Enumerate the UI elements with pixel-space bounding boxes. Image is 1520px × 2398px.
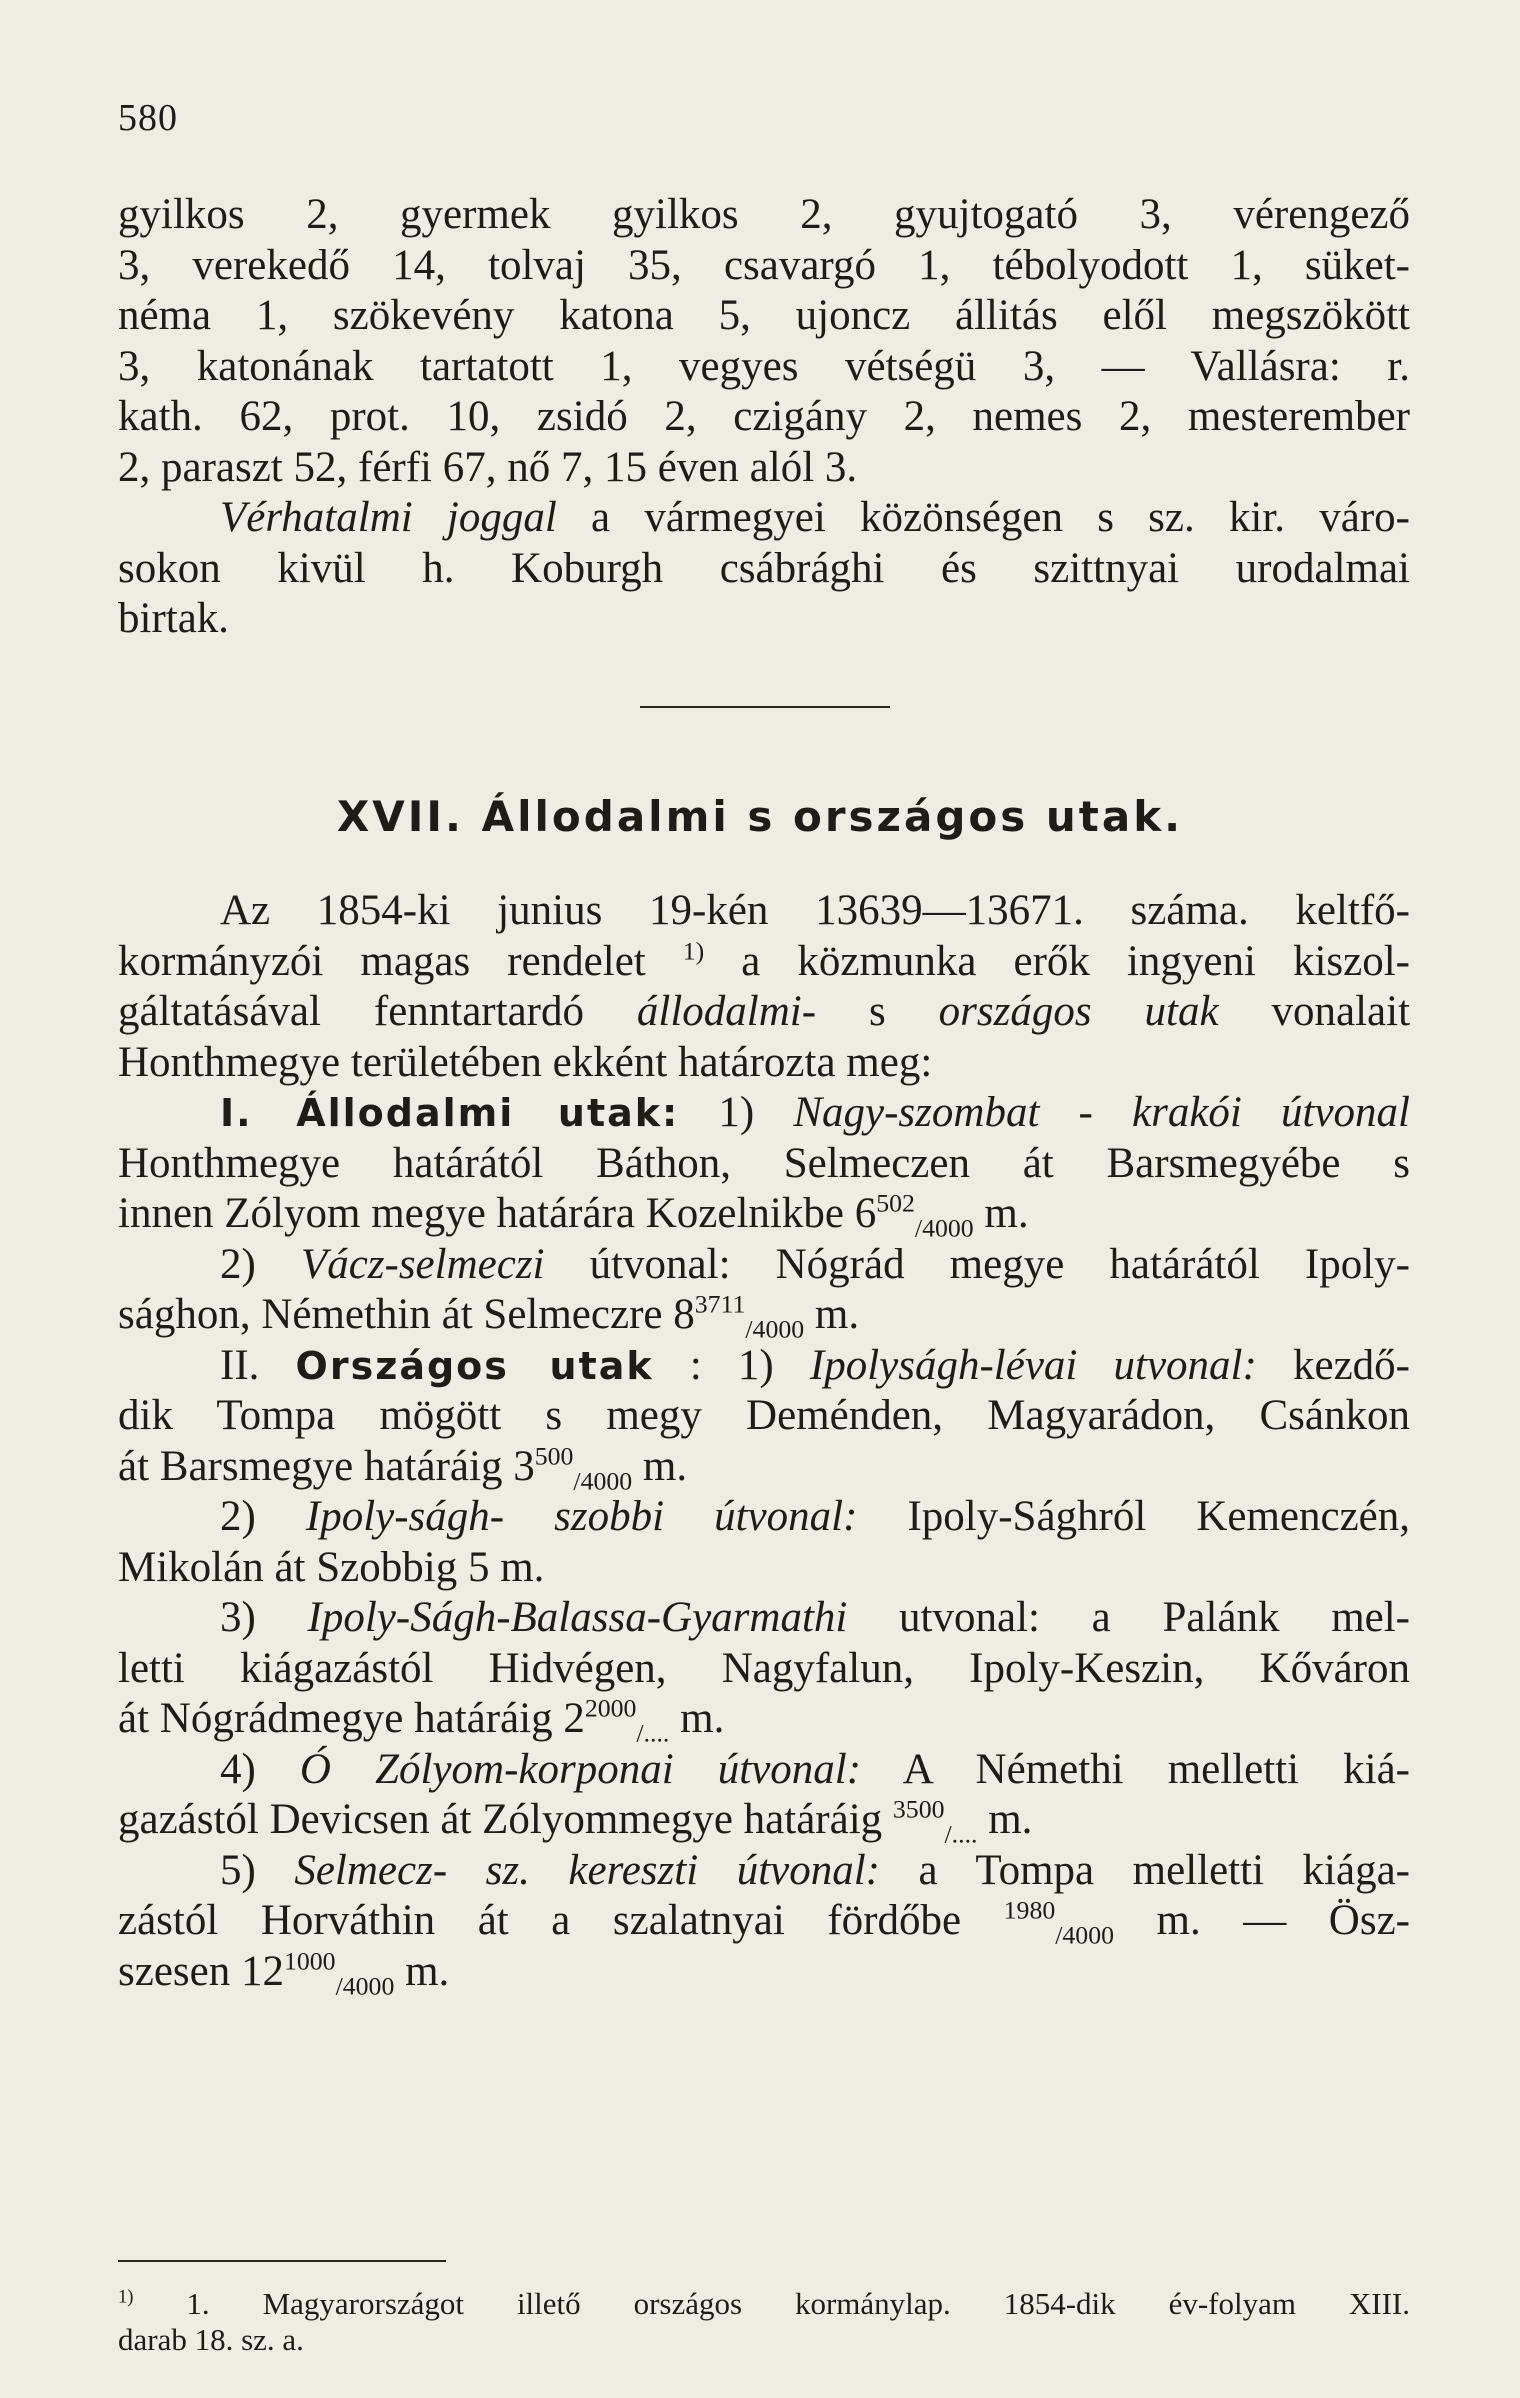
text-line xyxy=(118,1895,1410,1950)
route-name: Nagy-szombat - krakói útvonal xyxy=(793,1089,1410,1136)
text-run: m. xyxy=(669,1695,725,1742)
text-run: 2) xyxy=(220,1240,301,1288)
text-run: sághon, Némethin át Selmeczre 8 xyxy=(118,1291,695,1338)
text-line: kath. 62, prot. 10, zsidó 2, czigány 2, nemes 2, mesterember xyxy=(118,393,1410,440)
text-line xyxy=(118,1946,1410,2001)
text-line xyxy=(118,937,1410,988)
footnote xyxy=(118,2286,1410,2358)
text-run: A Némethi melletti kiá- xyxy=(861,1745,1410,1793)
text-line xyxy=(118,1240,1410,1291)
paragraph-statistics xyxy=(118,190,1410,645)
text-line xyxy=(118,1846,1410,1897)
text-run: II. xyxy=(220,1341,296,1389)
fraction-denominator: /4000 xyxy=(1055,1920,1114,1950)
paragraph-roads xyxy=(118,886,1411,2001)
fraction-numerator: 3500 xyxy=(892,1794,945,1824)
text-run: a közmunka erők ingyeni kiszol- xyxy=(704,937,1410,985)
route-name: Vácz-selmeczi xyxy=(300,1240,545,1288)
footnote-divider xyxy=(118,2260,446,2262)
text-run: s xyxy=(816,988,939,1035)
fraction-denominator: /4000 xyxy=(914,1213,974,1243)
text-line: letti kiágazástól Hidvégen, Nagyfalun, Ipoly-Keszin, Kőváron xyxy=(118,1644,1410,1692)
footnote-line xyxy=(118,2286,1410,2322)
fraction-numerator: 2000 xyxy=(584,1693,637,1723)
footnote-mark: 1) xyxy=(118,2286,134,2308)
text-line xyxy=(118,1441,1410,1496)
text-line: sokon kivül h. Koburgh csábrághi és szittnyai urodalmai xyxy=(118,544,1410,592)
text-line: Honthmegye területében ekként határozta meg: xyxy=(118,1038,933,1086)
fraction-numerator: 502 xyxy=(876,1188,915,1218)
section-heading: XVII. Állodalmi s országos utak. xyxy=(336,792,1184,841)
text-run: 5) xyxy=(220,1846,295,1894)
text-run: m. xyxy=(394,1947,450,1995)
fraction-numerator: 3711 xyxy=(694,1289,746,1319)
text-line: Honthmegye határától Báthon, Selmeczen át Barsmegyébe s xyxy=(118,1139,1410,1187)
text-run: vonalait xyxy=(1218,988,1411,1035)
text-line xyxy=(118,1693,1410,1748)
text-run: utvonal: a Palánk mel- xyxy=(847,1594,1410,1641)
footnote-line: darab 18. sz. a. xyxy=(118,2322,304,2357)
text-run: gazástól Devicsen át Zólyommegye határáig xyxy=(118,1796,893,1843)
italic-term: Vérhatalmi joggal xyxy=(220,494,557,541)
italic-term: állodalmi- xyxy=(636,988,817,1035)
text-line: gyilkos 2, gyermek gyilkos 2, gyujtogató 3, vérengező xyxy=(118,191,1410,238)
text-line: néma 1, szökevény katona 5, ujoncz állitás elől megszökött xyxy=(118,292,1410,339)
text-line xyxy=(118,1745,1410,1796)
text-run: kezdő- xyxy=(1256,1341,1410,1389)
text-run: szesen 12 xyxy=(118,1947,284,1995)
text-line: 3, verekedő 14, tolvaj 35, csavargó 1, tébolyodott 1, süket- xyxy=(118,241,1410,289)
text-line xyxy=(118,493,1410,544)
text-line xyxy=(118,1794,1410,1849)
section-divider xyxy=(640,706,890,708)
text-line xyxy=(118,1492,1410,1543)
footnote-ref: 1) xyxy=(682,936,705,966)
fraction-denominator: /4000 xyxy=(335,1971,395,2001)
text-run: m. xyxy=(977,1796,1033,1843)
route-name: Ó Zólyom-korponai útvonal: xyxy=(299,1745,862,1793)
text-run: 3) xyxy=(220,1594,308,1641)
text-run: a vármegyei közönségen s sz. kir. váro- xyxy=(556,494,1410,541)
text-line: dik Tompa mögött s megy Deménden, Magyarádon, Csánkon xyxy=(118,1392,1410,1439)
text-run: útvonal: Nógrád megye határától Ipoly- xyxy=(544,1240,1410,1288)
text-run: gáltatásával fenntartardó xyxy=(118,988,637,1035)
route-name: Ipoly-Ságh-Balassa-Gyarmathi xyxy=(307,1594,848,1641)
text-run: át Nógrádmegye határáig 2 xyxy=(118,1695,585,1742)
fraction-denominator: /4000 xyxy=(573,1466,633,1496)
text-run: Ipoly-Sághról Kemenczén, xyxy=(857,1493,1411,1540)
fraction-numerator: 1980 xyxy=(1003,1895,1056,1925)
text-run: m. xyxy=(973,1190,1029,1237)
fraction-denominator: /4000 xyxy=(745,1314,805,1344)
text-line xyxy=(118,1341,1410,1392)
fraction-numerator: 1000 xyxy=(283,1946,336,1976)
text-line: Az 1854-ki junius 19-kén 13639—13671. száma. keltfő- xyxy=(220,887,1410,934)
subsection-label: Országos utak xyxy=(295,1343,654,1388)
route-name: Ipoly-ságh- szobbi útvonal: xyxy=(305,1493,858,1540)
text-line: birtak. xyxy=(118,595,230,642)
text-run: zástól Horváthin át a szalatnyai fördőbe xyxy=(118,1897,1004,1944)
route-name: Ipolyságh-lévai utvonal: xyxy=(809,1341,1257,1389)
text-run: : 1) xyxy=(653,1341,810,1389)
text-run: innen Zólyom megye határára Kozelnikbe 6 xyxy=(118,1190,877,1237)
text-line: 3, katonának tartatott 1, vegyes vétségü 3, — Vallásra: r. xyxy=(118,342,1410,390)
italic-term: országos utak xyxy=(938,988,1219,1035)
text-run: kormányzói magas rendelet xyxy=(118,937,683,985)
text-run: 4) xyxy=(220,1745,300,1793)
text-line: Mikolán át Szobbig 5 m. xyxy=(118,1543,545,1591)
subsection-label: I. Állodalmi utak: xyxy=(220,1091,680,1135)
text-run: 1) xyxy=(679,1089,794,1136)
text-line xyxy=(118,1188,1410,1243)
text-line xyxy=(118,1593,1410,1644)
text-line xyxy=(118,987,1410,1038)
text-line: 2, paraszt 52, férfi 67, nő 7, 15 éven alól 3. xyxy=(118,443,858,491)
text-run: át Barsmegye határáig 3 xyxy=(118,1442,535,1490)
text-run: a Tompa melletti kiága- xyxy=(880,1846,1410,1894)
route-name: Selmecz- sz. kereszti útvonal: xyxy=(294,1846,880,1894)
text-run: m. — Ösz- xyxy=(1114,1897,1410,1944)
fraction-numerator: 500 xyxy=(534,1441,574,1471)
text-run: m. xyxy=(804,1291,860,1338)
text-run: 1. Magyarországot illető országos kormánylap. 1854-dik év-folyam XIII. xyxy=(133,2286,1410,2321)
text-run: m. xyxy=(632,1442,688,1490)
page-number: 580 xyxy=(118,97,178,139)
fraction-denominator: /.... xyxy=(636,1718,670,1748)
fraction-denominator: /.... xyxy=(944,1819,978,1849)
text-line xyxy=(118,1088,1410,1139)
text-run: 2) xyxy=(220,1493,306,1540)
text-line xyxy=(118,1289,1410,1344)
